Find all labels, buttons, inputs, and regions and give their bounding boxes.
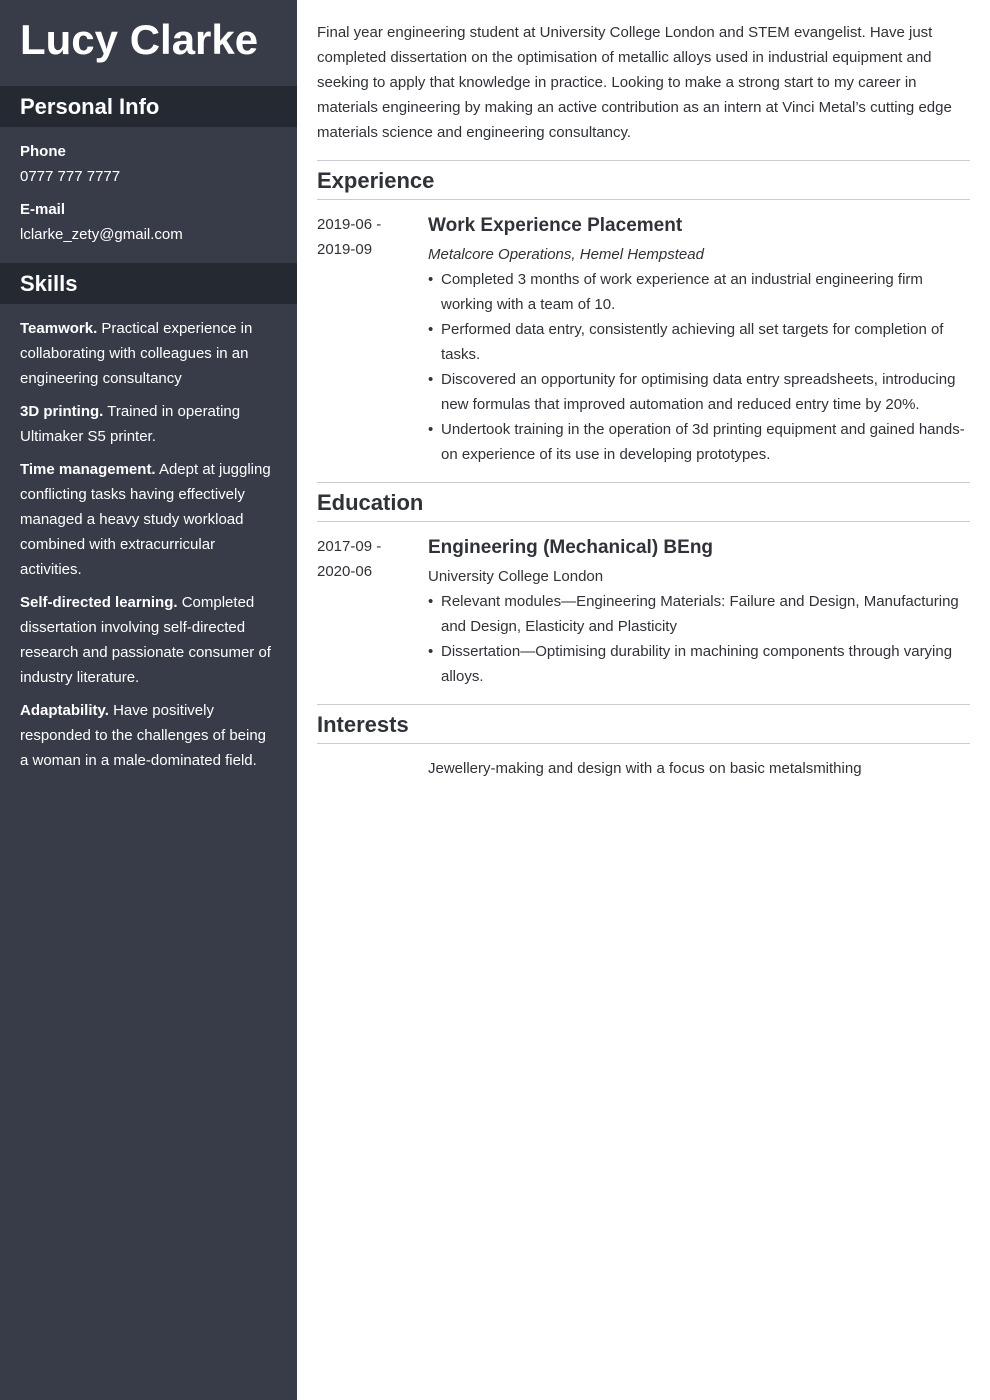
experience-entry (317, 200, 970, 467)
list-item: • Undertook training in the operation of 3d printing equipment and gained hands-on experience of its use in developing prototypes. (428, 417, 970, 467)
skill-item (20, 457, 277, 582)
date-end: 2020-06 (317, 563, 373, 580)
sidebar (0, 0, 297, 1400)
interests-text: Jewellery-making and design with a focus on basic metalsmithing (428, 760, 862, 777)
skill-title: Adaptability. (20, 702, 109, 719)
list-item: • Discovered an opportunity for optimising data entry spreadsheets, introducing new formulas that improved automation and reduced entry time by 20%. (428, 367, 970, 417)
list-item: • Performed data entry, consistently achieving all set targets for completion of tasks. (428, 317, 970, 367)
skills-list (0, 304, 297, 773)
skill-item (20, 698, 277, 773)
institution: University College London (428, 568, 604, 585)
personal-info (0, 127, 297, 263)
skill-item (20, 590, 277, 690)
skill-text: Have positively responded to the challenges of being a woman in a male-dominated field. (20, 702, 267, 769)
skill-title: Time management. (20, 461, 156, 478)
list-item: • Completed 3 months of work experience at an industrial engineering firm working with a team of 10. (428, 267, 970, 317)
email-label: E-mail (20, 201, 66, 218)
education-heading: Education (317, 482, 970, 522)
education-bullets (428, 589, 970, 689)
education-entry (317, 522, 970, 689)
entry-dates (317, 212, 428, 467)
date-start: 2019-06 - (317, 216, 382, 233)
entry-body (428, 534, 970, 689)
skill-title: Teamwork. (20, 320, 98, 337)
entry-body (428, 212, 970, 467)
job-title: Work Experience Placement (428, 215, 683, 236)
degree-title: Engineering (Mechanical) BEng (428, 537, 714, 558)
date-end: 2019-09 (317, 241, 373, 258)
skill-title: Self-directed learning. (20, 594, 178, 611)
experience-heading: Experience (317, 160, 970, 200)
personal-info-heading: Personal Info (0, 86, 297, 127)
skills-heading: Skills (0, 263, 297, 304)
skill-item (20, 399, 277, 449)
skill-title: 3D printing. (20, 403, 104, 420)
skill-text: Trained in operating Ultimaker S5 printer. (20, 403, 241, 445)
phone-value: 0777 777 7777 (20, 168, 121, 185)
skill-text: Adept at juggling conflicting tasks having effectively managed a heavy study workload combined with extracurricular activities. (20, 461, 271, 578)
list-item: • Relevant modules—Engineering Materials: Failure and Design, Manufacturing and Design, Elasticity and Plasticity (428, 589, 970, 639)
profile-summary: Final year engineering student at University College London and STEM evangelist. Have just completed dissertation on the optimisation of metallic alloys used in industrial equipment and seeking to apply that knowledge in practice. Looking to make a strong start to my career in materials engineering by making an active contribution as an intern at Vinci Metal’s cutting edge materials science and engineering consultancy. (317, 24, 952, 141)
candidate-name: Lucy Clarke (20, 16, 259, 63)
skill-item (20, 316, 277, 391)
interests-heading: Interests (317, 704, 970, 744)
interests-entry (317, 744, 970, 781)
email-value: lclarke_zety@gmail.com (20, 226, 183, 243)
skill-text: Completed dissertation involving self-directed research and passionate consumer of industry literature. (20, 594, 271, 686)
employer: Metalcore Operations, Hemel Hempstead (428, 246, 704, 263)
entry-dates (317, 534, 428, 689)
date-start: 2017-09 - (317, 538, 382, 555)
list-item: • Dissertation—Optimising durability in machining components through varying alloys. (428, 639, 970, 689)
experience-bullets (428, 267, 970, 467)
skill-text: Practical experience in collaborating with colleagues in an engineering consultancy (20, 320, 253, 387)
main-content (317, 20, 970, 781)
phone-label: Phone (20, 143, 66, 160)
